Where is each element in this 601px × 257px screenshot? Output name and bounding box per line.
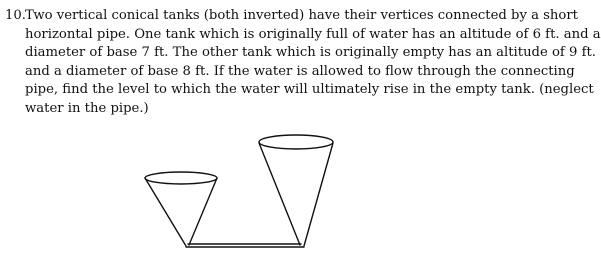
left-tank-side-right (189, 178, 217, 245)
left-tank-side-left (145, 178, 186, 246)
problem-line-4: and a diameter of base 8 ft. If the water is allowed to flow through the connecting (25, 63, 575, 79)
problem-line-3: diameter of base 7 ft. The other tank which is originally empty has an altitude of 9 ft. (25, 45, 596, 60)
left-tank-rim (145, 172, 217, 184)
connecting-pipe (186, 244, 304, 247)
problem-number: 10. (5, 8, 26, 23)
left-tank-cone (145, 172, 217, 246)
right-tank-rim (259, 135, 333, 149)
problem-line-2: horizontal pipe. One tank which is originally full of water has an altitude of 6 ft. and a (25, 26, 601, 42)
right-tank-side-right (304, 143, 333, 246)
right-tank-cone (259, 135, 333, 246)
right-tank-side-left (259, 143, 300, 245)
problem-line-6: water in the pipe.) (25, 100, 149, 116)
problem-line-5: pipe, find the level to which the water will ultimately rise in the empty tank. (neglect (25, 82, 594, 97)
problem-text-line: Two vertical conical tanks (both inverted) have their vertices connected by a short (25, 8, 578, 23)
